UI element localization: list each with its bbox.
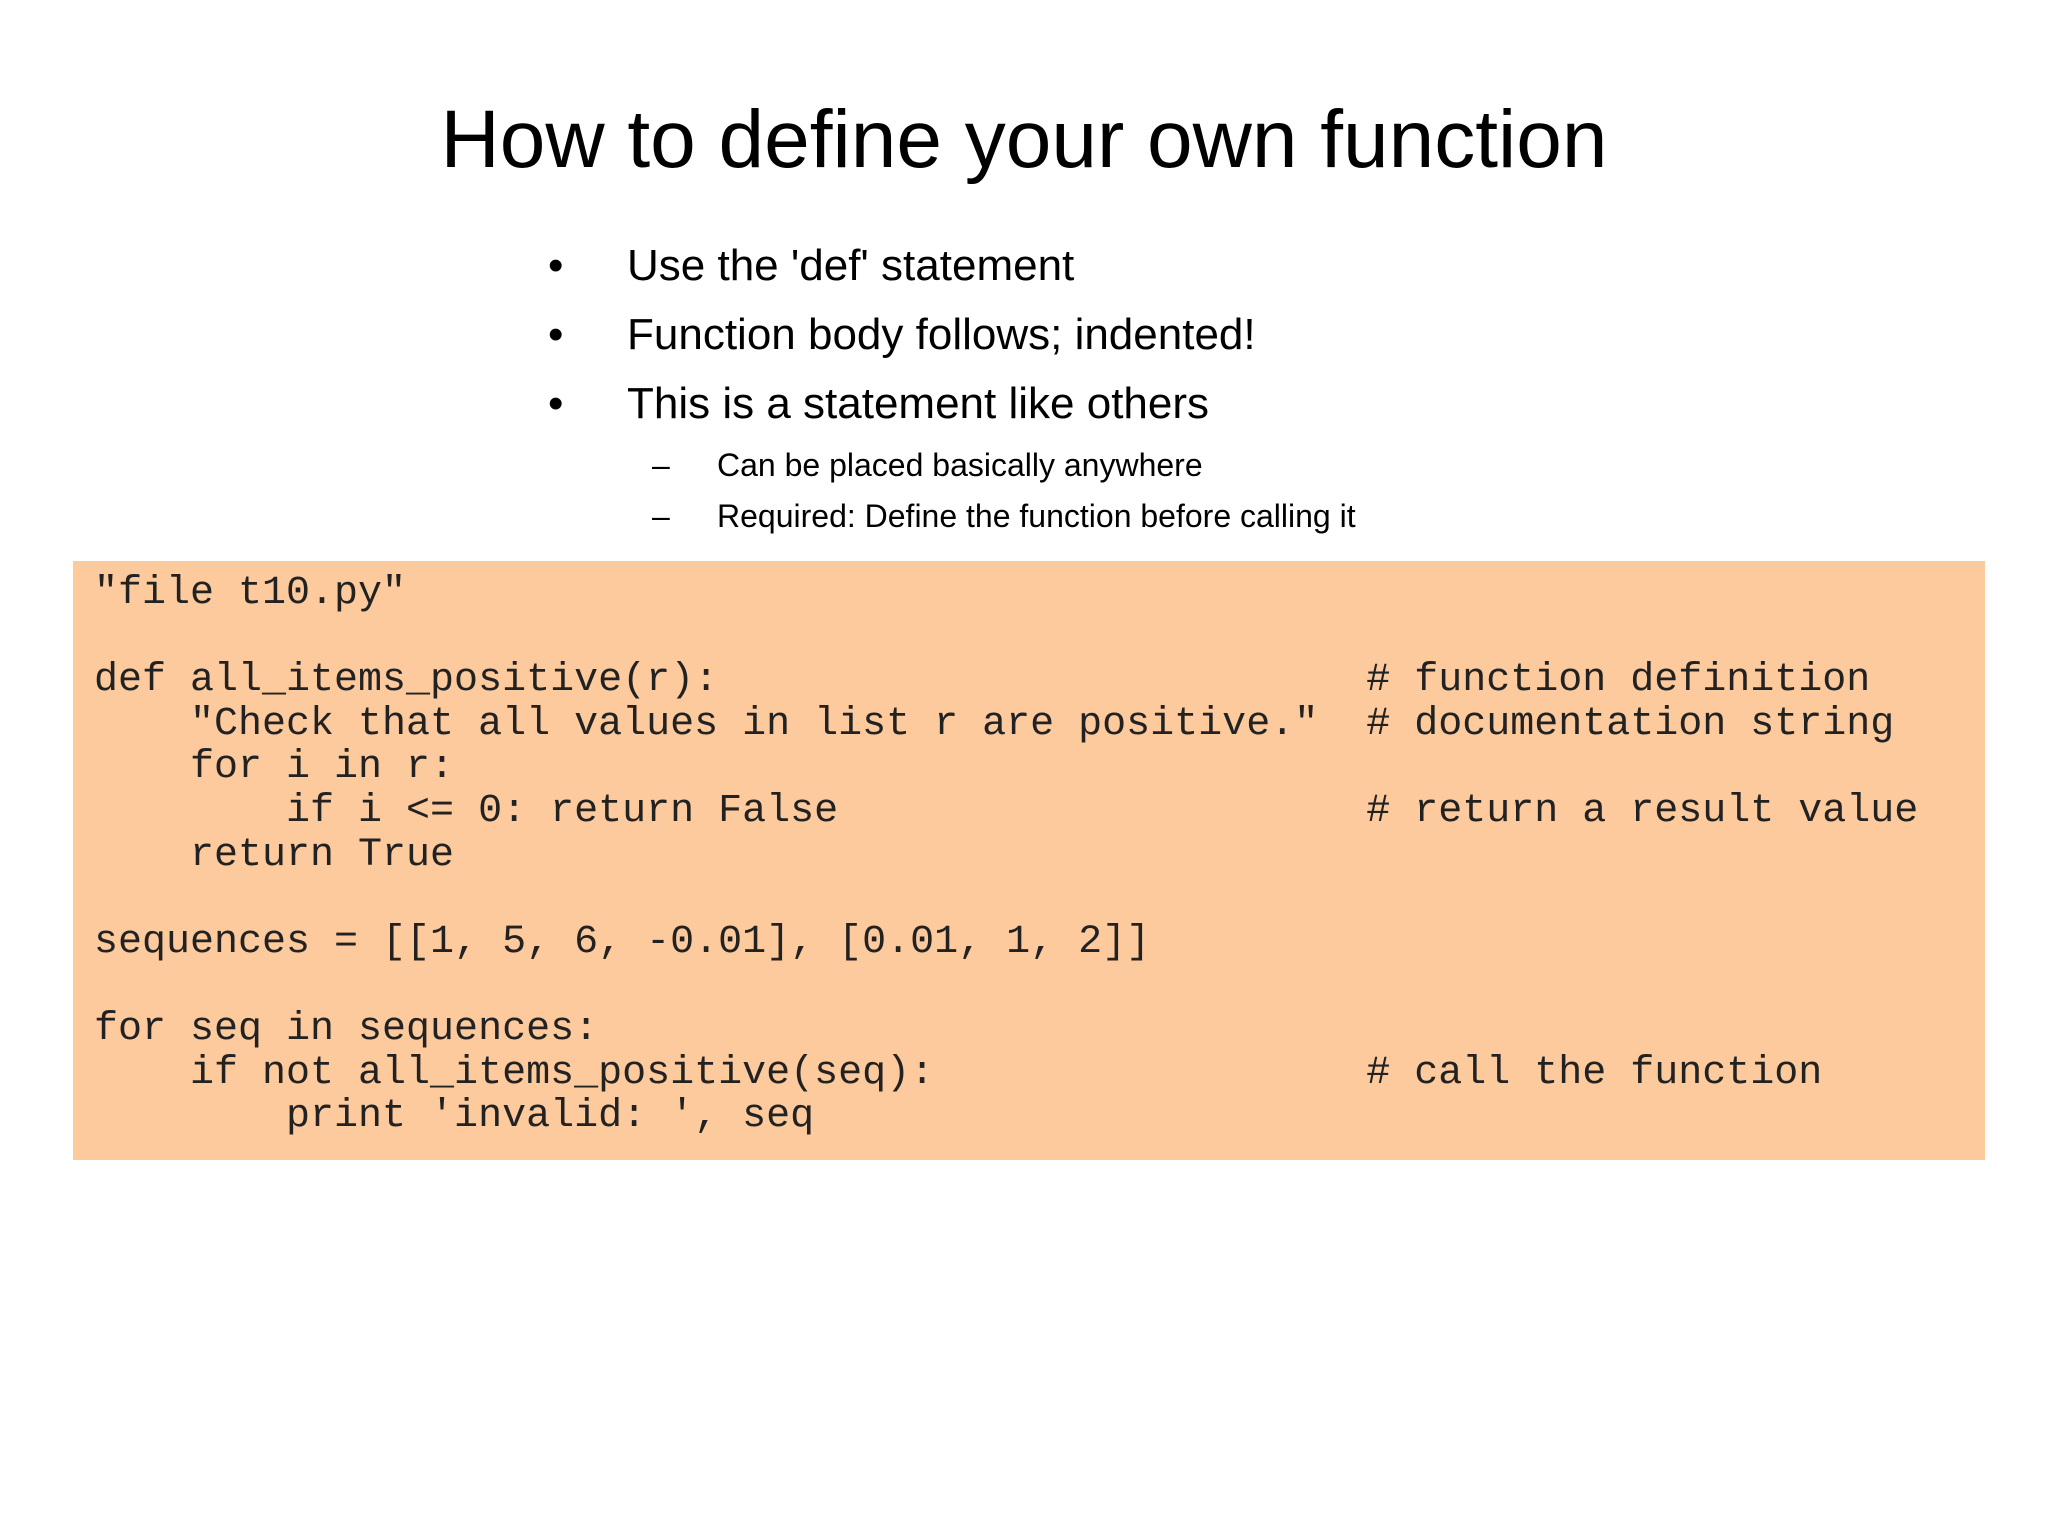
code-line: def all_items_positive(r): # function definition: [94, 658, 1871, 704]
code-line: return True: [94, 832, 455, 878]
code-block: [73, 561, 1985, 1160]
subbullet-text: Required: Define the function before calling it: [717, 498, 1356, 534]
bullet-marker: •: [548, 241, 564, 290]
bullet-text: Function body follows; indented!: [627, 310, 1256, 359]
code-line: for i in r:: [94, 745, 455, 791]
bullet-text: This is a statement like others: [627, 379, 1210, 428]
code-line: "file t10.py": [94, 571, 407, 616]
slide-title: How to define your own function: [440, 94, 1608, 185]
bullet-marker: •: [548, 310, 564, 359]
code-line: if not all_items_positive(seq): # call the function: [94, 1050, 1823, 1096]
subbullet-marker: –: [652, 498, 670, 534]
subbullet-marker: –: [652, 447, 670, 483]
code-line: [94, 964, 1985, 1008]
code-line: [94, 616, 1985, 660]
code-line: [94, 877, 1985, 921]
code-line: for seq in sequences:: [94, 1006, 599, 1052]
bullet-marker: •: [548, 379, 564, 428]
code-line: print 'invalid: ', seq: [94, 1094, 815, 1140]
code-line: sequences = [[1, 5, 6, -0.01], [0.01, 1, 2]]: [94, 919, 1151, 965]
bullet-text: Use the 'def' statement: [627, 241, 1075, 290]
code-line: "Check that all values in list r are positive." # documentation string: [94, 701, 1895, 747]
subbullet-text: Can be placed basically anywhere: [717, 447, 1203, 483]
code-line: if i <= 0: return False # return a result value: [94, 788, 1919, 834]
